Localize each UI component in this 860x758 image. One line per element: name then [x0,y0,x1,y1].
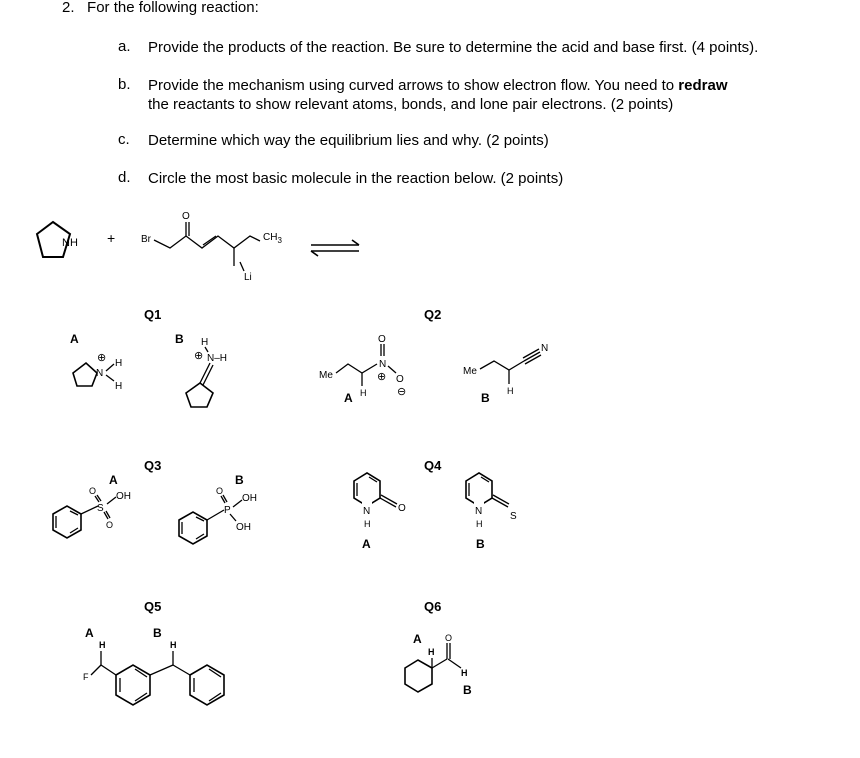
q6-label: Q6 [424,599,442,614]
q3-b-label: B [235,473,244,487]
q1-a-plus: ⊕ [97,352,107,364]
q3-a-label: A [109,473,118,487]
q2-b-me: Me [463,366,477,377]
q3-b-p: P [224,505,231,516]
q3-b-oh-bottom: OH [236,522,251,533]
q6-b-label: B [463,683,472,697]
q3-a-s: S [97,503,104,514]
q2-b-h: H [507,386,514,396]
q1-b-structure [175,332,227,407]
q2-b-n: N [541,343,549,354]
q1-b-h-top: H [201,337,209,348]
q4-b-label: B [476,537,485,551]
part-c-text: Determine which way the equilibrium lies and why. (2 points) [148,132,549,149]
q5-f: F [83,672,89,682]
q4-label: Q4 [424,458,442,473]
q3-b-structure [179,473,257,544]
q3-a-o-top: O [89,486,97,496]
q5-a-h: H [99,640,106,650]
part-b-letter: b. [118,76,131,93]
carbonyl-o-label: O [182,211,190,222]
q5-b-label: B [153,626,162,640]
q2-a-plus: ⊕ [377,371,387,383]
q6-b-h: H [461,668,468,678]
q3-a-o-bottom: O [106,520,114,530]
q5-a-label: A [85,626,94,640]
q4-a-label: A [362,537,371,551]
q1-b-label: B [175,332,184,346]
q5-b-h: H [170,640,177,650]
q6-o: O [445,633,453,643]
q5-structure [83,626,224,705]
q1-a-n: N [96,368,104,379]
q2-b-structure [463,343,548,405]
q2-a-me: Me [319,370,333,381]
q1-b-plus: ⊕ [194,350,204,362]
q3-a-oh: OH [116,491,131,502]
part-d-letter: d. [118,169,131,186]
q2-a-minus: ⊖ [397,386,407,398]
q5-label: Q5 [144,599,162,614]
q2-b-label: B [481,391,490,405]
equilibrium-arrows [311,240,359,256]
q4-a-h: H [364,519,371,529]
q1-b-nh: N–H [207,353,228,364]
q2-a-label: A [344,391,353,405]
part-a-letter: a. [118,38,131,55]
li-label: Li [244,272,252,283]
q4-b-n: N [475,506,483,517]
part-b-text-start: Provide the mechanism using curved arrows to show electron flow. You need to [148,77,679,94]
q4-a-structure [354,473,406,551]
q6-structure [405,632,472,697]
part-a-text: Provide the products of the reaction. Be sure to determine the acid and base first. (4 points). [148,39,759,56]
br-label: Br [141,234,151,245]
q6-a-label: A [413,632,422,646]
q2-a-n: N [379,359,387,370]
q3-b-o-top: O [216,486,224,496]
q2-a-o-right: O [396,374,404,385]
q3-a-structure [53,473,131,538]
q2-a-h: H [360,388,367,398]
part-c-letter: c. [118,131,130,148]
question-number: 2. [62,0,75,16]
q4-b-structure [466,473,517,551]
question-title: For the following reaction: [87,0,259,16]
q2-a-structure [319,334,406,405]
q4-b-s: S [510,511,517,522]
q4-a-o: O [398,503,406,514]
q4-a-n: N [363,506,371,517]
q4-b-h: H [476,519,483,529]
q3-label: Q3 [144,458,162,473]
q1-a-structure [70,332,122,392]
q2-a-o-top: O [378,334,386,345]
q1-a-label: A [70,332,79,346]
q6-a-h: H [428,647,435,657]
nh-label: NH [62,237,78,249]
plus-sign: + [107,230,116,246]
part-b-emphasis: redraw [678,77,728,94]
q1-a-h1: H [115,358,123,369]
q3-b-oh-top: OH [242,493,257,504]
part-b-text-end: the reactants to show relevant atoms, bonds, and lone pair electrons. (2 points) [148,96,674,113]
part-d-text: Circle the most basic molecule in the reaction below. (2 points) [148,170,564,187]
organolithium-reactant [141,211,282,283]
q1-label: Q1 [144,307,162,322]
q1-a-h2: H [115,381,123,392]
ch3-label: $CH_3$ [263,232,282,245]
q2-label: Q2 [424,307,442,322]
